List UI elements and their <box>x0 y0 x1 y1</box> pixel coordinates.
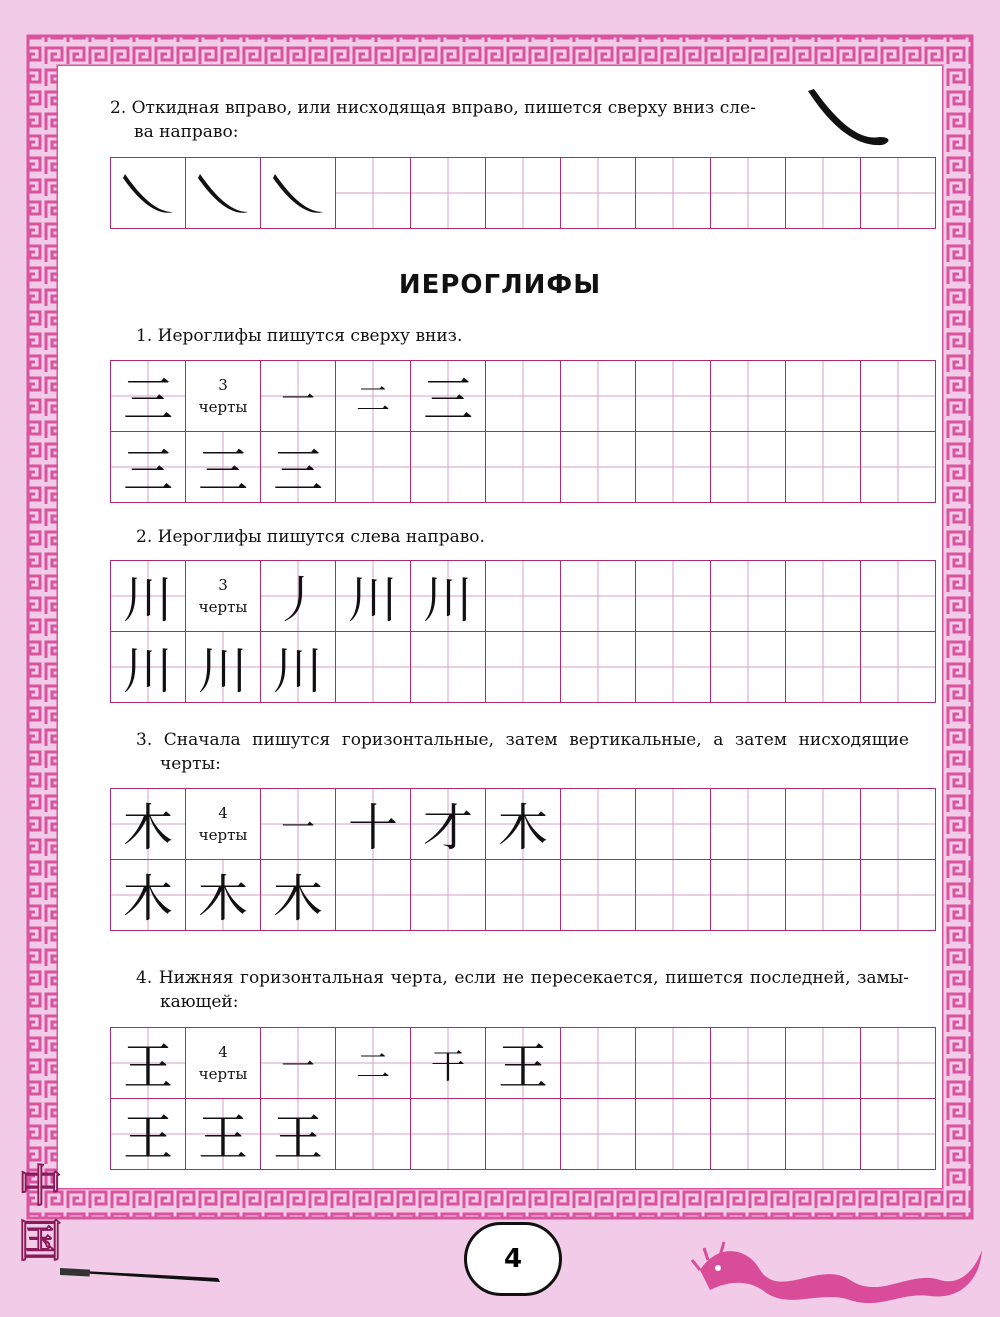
practice-cell[interactable] <box>336 1099 411 1170</box>
stroke-step: 川 <box>423 571 473 629</box>
stroke-step: 二 <box>356 1046 390 1087</box>
practice-cell[interactable] <box>786 361 861 432</box>
practice-cell[interactable] <box>786 1028 861 1099</box>
practice-cell[interactable] <box>486 158 561 229</box>
rule1-text: 1. Иероглифы пишутся сверху вниз. <box>136 326 463 346</box>
practice-cell <box>261 158 336 229</box>
stroke-step: 王 <box>498 1038 548 1096</box>
practice-cell[interactable] <box>636 158 711 229</box>
hanzi-sample: 木 <box>198 870 248 928</box>
practice-cell[interactable] <box>786 561 861 632</box>
rule4-text-2: кающей: <box>160 992 239 1012</box>
practice-cell <box>186 158 261 229</box>
hanzi-sample: 川 <box>123 571 173 629</box>
practice-cell[interactable] <box>486 1099 561 1170</box>
practice-cell[interactable] <box>411 432 486 503</box>
practice-cell[interactable] <box>786 1099 861 1170</box>
practice-cell[interactable] <box>861 632 936 703</box>
hanzi-sample: 木 <box>123 870 173 928</box>
rule4-grid <box>110 1027 936 1170</box>
brush-stroke-icon <box>800 85 895 155</box>
practice-cell <box>111 158 186 229</box>
side-char-guo: 国 <box>18 1216 62 1267</box>
practice-cell[interactable] <box>561 432 636 503</box>
practice-cell[interactable] <box>711 860 786 931</box>
hanzi-sample: 川 <box>273 642 323 700</box>
stroke-step: 三 <box>423 371 473 429</box>
practice-cell[interactable] <box>486 432 561 503</box>
practice-cell[interactable] <box>711 789 786 860</box>
practice-cell[interactable] <box>636 561 711 632</box>
hanzi-sample: 王 <box>198 1109 248 1167</box>
stroke-practice-grid <box>110 157 936 229</box>
practice-cell[interactable] <box>786 860 861 931</box>
practice-cell[interactable] <box>711 632 786 703</box>
practice-cell[interactable] <box>711 1099 786 1170</box>
practice-cell[interactable] <box>636 1028 711 1099</box>
practice-cell[interactable] <box>711 361 786 432</box>
practice-cell[interactable] <box>561 158 636 229</box>
stroke-step: 丿 <box>273 571 323 629</box>
practice-cell[interactable] <box>336 158 411 229</box>
practice-cell[interactable] <box>861 789 936 860</box>
stroke-step: 一 <box>281 807 315 848</box>
stroke-rule-text-1: 2. Откидная вправо, или нисходящая вправо, пишется сверху вниз сле- <box>110 98 756 118</box>
practice-cell[interactable] <box>786 632 861 703</box>
hanzi-sample: 木 <box>123 799 173 857</box>
stroke-step: 一 <box>281 379 315 420</box>
practice-cell[interactable] <box>861 1099 936 1170</box>
practice-cell[interactable] <box>561 561 636 632</box>
hanzi-sample: 三 <box>123 442 173 500</box>
hanzi-sample: 三 <box>273 442 323 500</box>
stroke-step: 川 <box>348 571 398 629</box>
practice-cell[interactable] <box>636 361 711 432</box>
hanzi-sample: 三 <box>123 371 173 429</box>
rule2-grid <box>110 560 936 703</box>
practice-cell[interactable] <box>336 632 411 703</box>
practice-cell[interactable] <box>486 361 561 432</box>
practice-cell[interactable] <box>561 860 636 931</box>
practice-cell[interactable] <box>861 1028 936 1099</box>
practice-cell[interactable] <box>861 561 936 632</box>
practice-cell[interactable] <box>636 632 711 703</box>
practice-cell[interactable] <box>411 632 486 703</box>
practice-cell[interactable] <box>411 860 486 931</box>
brush-icon <box>60 1268 230 1284</box>
practice-cell[interactable] <box>636 1099 711 1170</box>
stroke-count: 4 черты <box>186 1028 260 1098</box>
stroke-step: 二 <box>356 379 390 420</box>
stroke-step: 十 <box>348 799 398 857</box>
practice-cell[interactable] <box>561 789 636 860</box>
practice-cell[interactable] <box>336 432 411 503</box>
practice-cell[interactable] <box>636 432 711 503</box>
practice-cell[interactable] <box>561 1099 636 1170</box>
practice-cell[interactable] <box>786 432 861 503</box>
practice-cell[interactable] <box>861 860 936 931</box>
side-char-zhong: 中 <box>18 1161 62 1212</box>
section-title: ИЕРОГЛИФЫ <box>398 270 602 300</box>
rule3-text-2: черты: <box>160 754 221 774</box>
hanzi-sample: 川 <box>198 642 248 700</box>
practice-cell[interactable] <box>561 632 636 703</box>
practice-cell[interactable] <box>636 789 711 860</box>
stroke-rule-text-2: ва направо: <box>134 122 239 142</box>
practice-cell[interactable] <box>411 158 486 229</box>
hanzi-sample: 王 <box>273 1109 323 1167</box>
hanzi-sample: 川 <box>123 642 173 700</box>
stroke-step: 才 <box>423 799 473 857</box>
practice-cell[interactable] <box>786 158 861 229</box>
practice-cell[interactable] <box>336 860 411 931</box>
hanzi-sample: 木 <box>273 870 323 928</box>
practice-cell[interactable] <box>786 789 861 860</box>
rule4-text-1: 4. Нижняя горизонтальная черта, если не пересекается, пишется последней, замы- <box>136 968 909 988</box>
rule3-grid <box>110 788 936 931</box>
practice-cell[interactable] <box>711 561 786 632</box>
rule1-grid <box>110 360 936 503</box>
stroke-count: 3 черты <box>186 361 260 431</box>
practice-cell[interactable] <box>711 1028 786 1099</box>
stroke-step: 一 <box>281 1046 315 1087</box>
rule3-text-1: 3. Сначала пишутся горизонтальные, затем вертикальные, а затем нисходящие <box>136 730 909 750</box>
practice-cell[interactable] <box>486 860 561 931</box>
practice-cell[interactable] <box>411 1099 486 1170</box>
dragon-icon <box>690 1230 990 1312</box>
practice-cell[interactable] <box>861 158 936 229</box>
hanzi-sample: 王 <box>123 1109 173 1167</box>
practice-cell[interactable] <box>561 1028 636 1099</box>
hanzi-sample: 王 <box>123 1038 173 1096</box>
rule2-text: 2. Иероглифы пишутся слева направо. <box>136 527 485 547</box>
stroke-count: 3 черты <box>186 561 260 631</box>
stroke-count: 4 черты <box>186 789 260 859</box>
hanzi-sample: 三 <box>198 442 248 500</box>
practice-cell[interactable] <box>636 860 711 931</box>
stroke-step: 木 <box>498 799 548 857</box>
practice-cell[interactable] <box>486 561 561 632</box>
practice-cell[interactable] <box>861 361 936 432</box>
practice-cell[interactable] <box>711 158 786 229</box>
stroke-step: 干 <box>431 1046 465 1087</box>
practice-cell[interactable] <box>561 361 636 432</box>
practice-cell[interactable] <box>861 432 936 503</box>
practice-cell[interactable] <box>486 632 561 703</box>
practice-cell[interactable] <box>711 432 786 503</box>
page-number: 4 <box>464 1222 562 1296</box>
